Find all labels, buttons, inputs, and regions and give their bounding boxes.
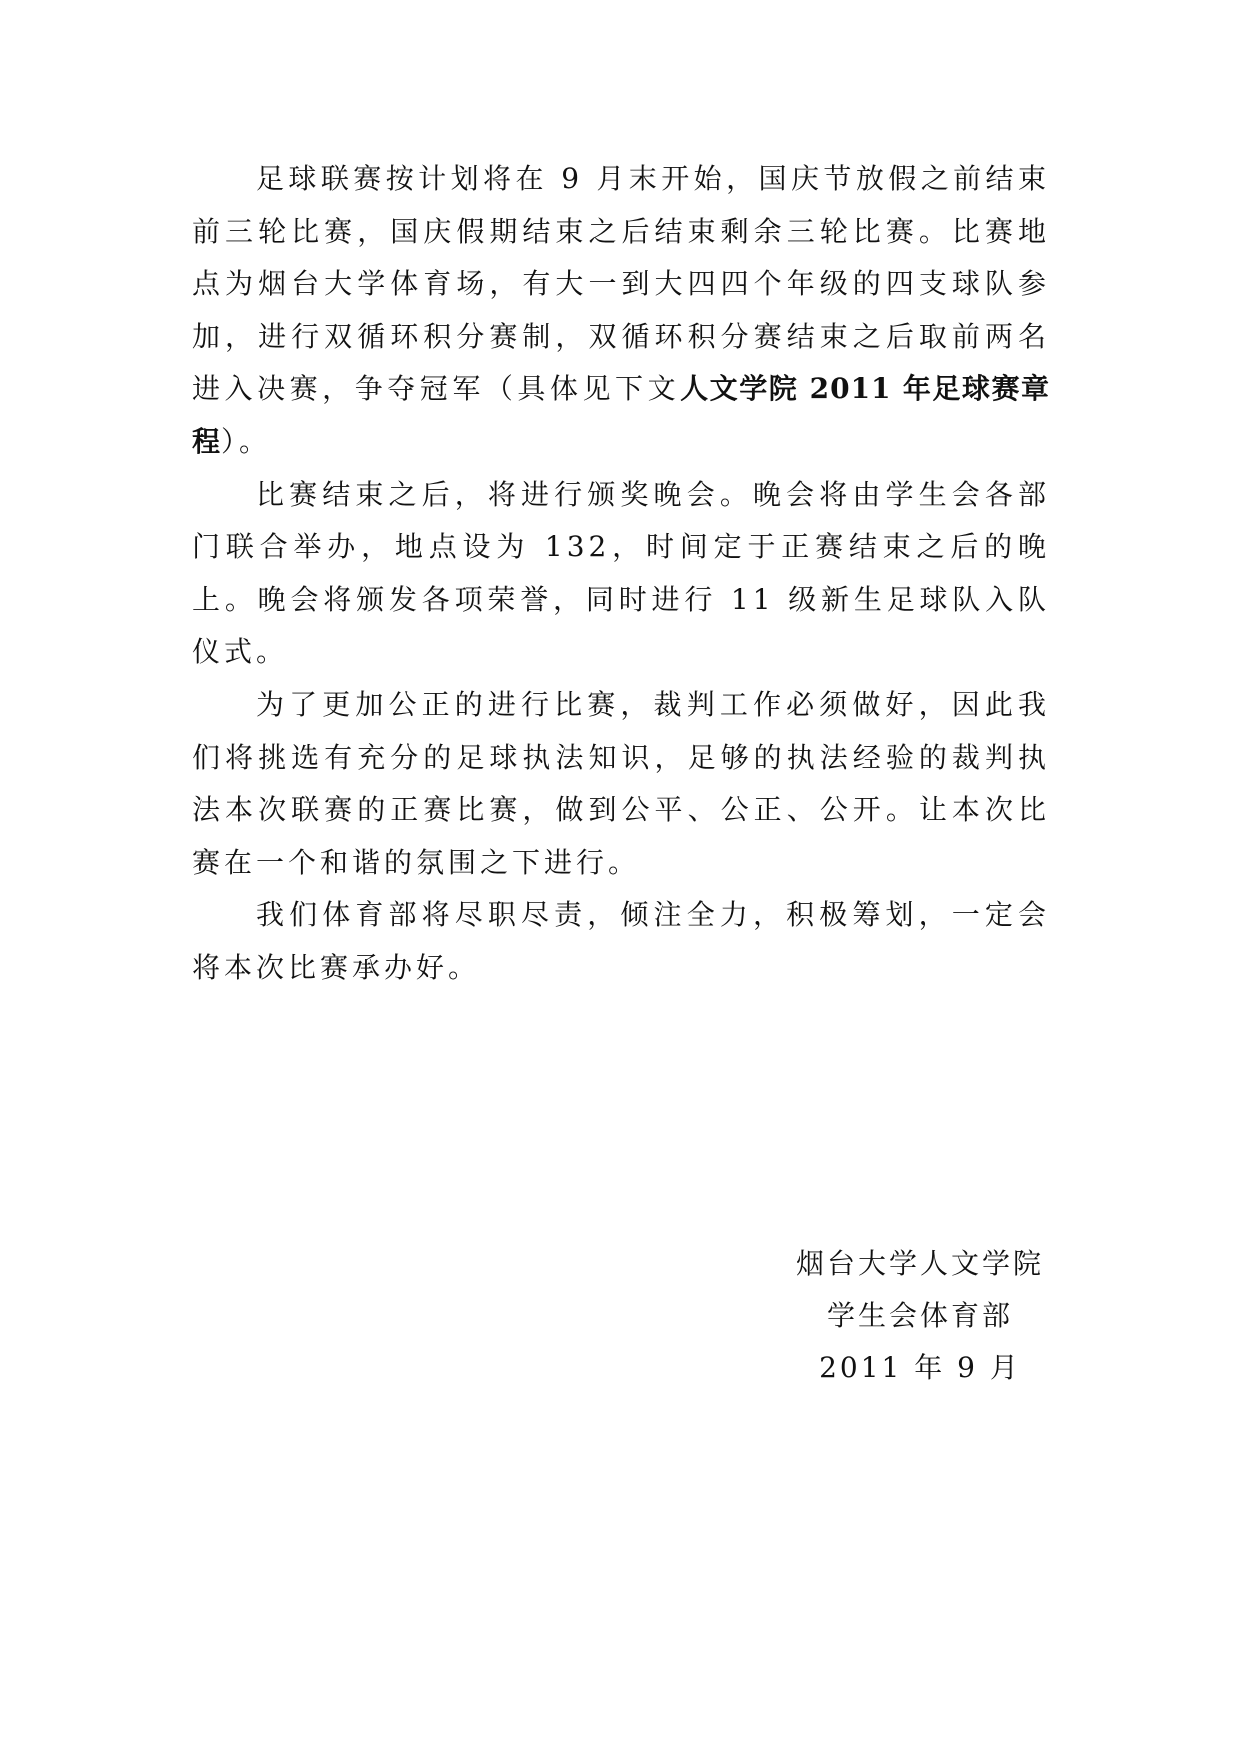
rules-document-title: 人文学院 2011 年足球赛章程 [192, 372, 1050, 458]
paragraph-league-schedule-text: 足球联赛按计划将在 9 月末开始，国庆节放假之前结束前三轮比赛，国庆假期结束之后结束剩余三轮比赛。比赛地点为烟台大学体育场，有大一到大四四个年级的四支球队参加，进行双循环积分赛制，双循环积分赛结束之后取前两名进入决赛，争夺冠军（具体见下文 [192, 162, 1050, 406]
signature-block [760, 1238, 1080, 1394]
paragraph-league-schedule-end: ）。 [221, 424, 272, 458]
signature-organization: 烟台大学人文学院 [795, 1247, 1044, 1280]
paragraph-award-ceremony: 比赛结束之后，将进行颁奖晚会。晚会将由学生会各部门联合举办，地点设为 132，时间定于正赛结束之后的晚上。晚会将颁发各项荣誉，同时进行 11 级新生足球队入队仪式。 [192, 477, 1050, 669]
signature-department: 学生会体育部 [826, 1299, 1013, 1332]
paragraph-commitment: 我们体育部将尽职尽责，倾注全力，积极筹划，一定会将本次比赛承办好。 [192, 898, 1050, 984]
document-body [192, 153, 1050, 995]
paragraph-league-schedule [192, 153, 1050, 469]
signature-date: 2011 年 9 月 [819, 1351, 1021, 1384]
paragraph-referee: 为了更加公正的进行比赛，裁判工作必须做好，因此我们将挑选有充分的足球执法知识，足够的执法经验的裁判执法本次联赛的正赛比赛，做到公平、公正、公开。让本次比赛在一个和谐的氛围之下进行。 [192, 687, 1050, 879]
